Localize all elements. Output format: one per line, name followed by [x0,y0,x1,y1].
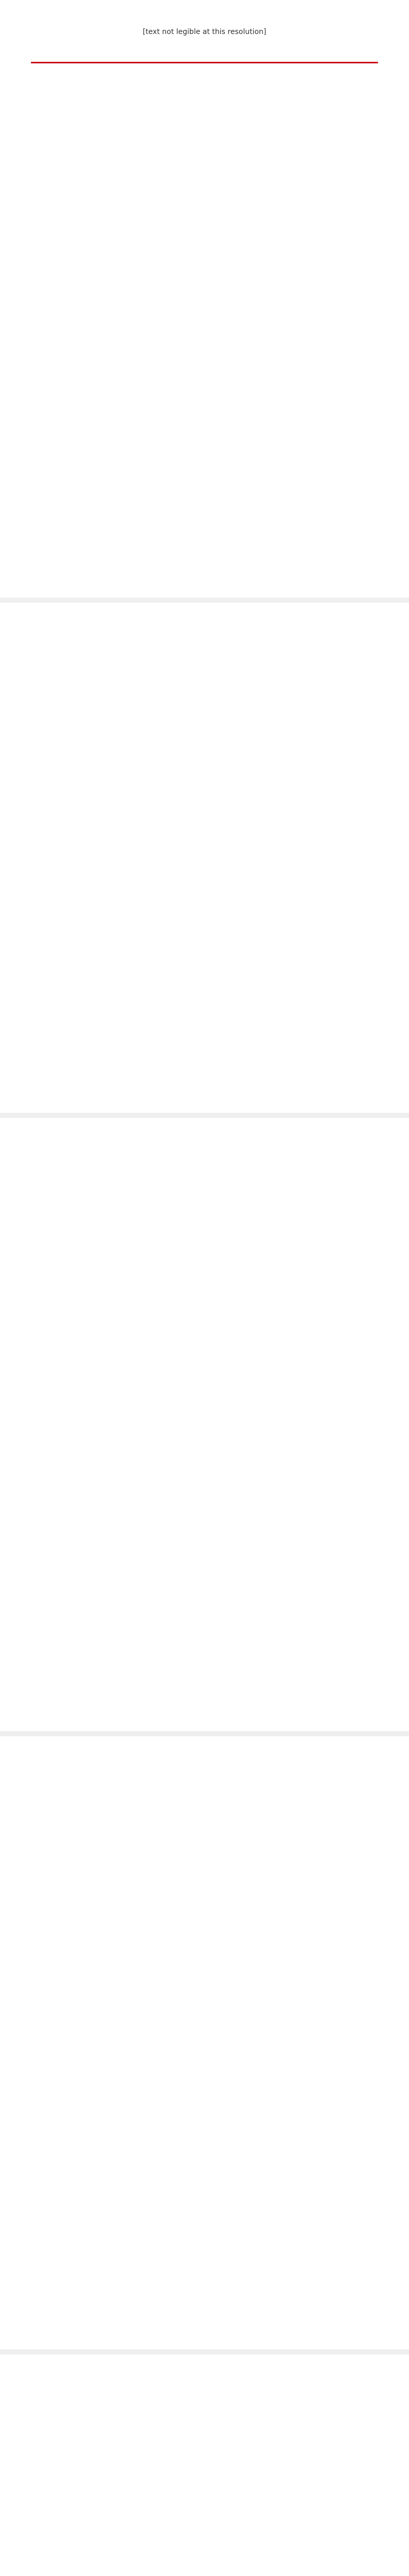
page-divider-3 [0,1731,409,1736]
header-rule [31,62,378,63]
title-block [0,0,409,36]
illegibility-note: [text not legible at this resolution] [142,28,267,36]
page-divider-4 [0,2349,409,2354]
page-divider-2 [0,1113,409,1118]
page-divider-1 [0,598,409,603]
